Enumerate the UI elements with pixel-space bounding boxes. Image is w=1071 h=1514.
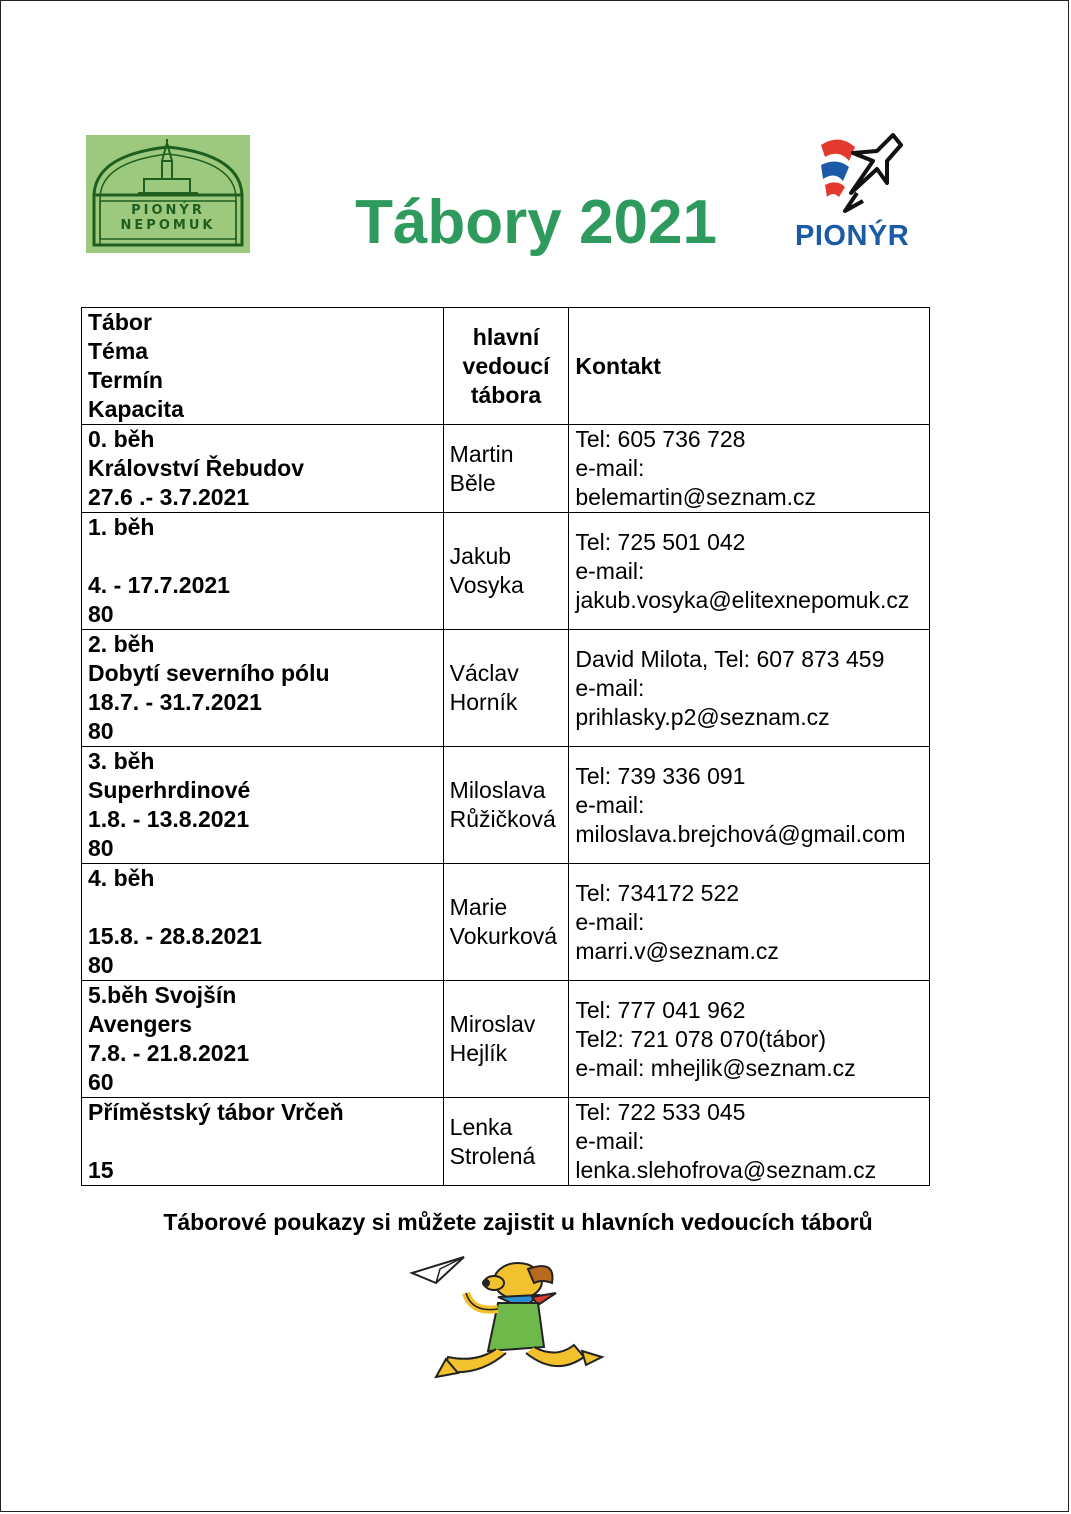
logo-nepomuk-line1: PIONÝR — [131, 203, 205, 218]
contact-line: e-mail: — [575, 557, 645, 584]
contact-line: Tel: 725 501 042 — [575, 528, 746, 555]
leader-line: Vokurková — [449, 923, 558, 949]
table-row — [82, 747, 930, 864]
camp-line: Království Řebudov — [88, 455, 304, 481]
camp-line: 4. - 17.7.2021 — [88, 572, 230, 598]
contact-cell — [569, 747, 930, 864]
leader-line: Marie — [449, 894, 508, 920]
contact-line: miloslava.brejchová@gmail.com — [575, 820, 906, 847]
header-leader — [443, 308, 569, 425]
header-leader-line: vedoucí — [462, 352, 550, 379]
table-row — [82, 864, 930, 981]
table-row — [82, 425, 930, 513]
camp-line: 60 — [88, 1069, 114, 1095]
leader-cell — [443, 1098, 569, 1186]
contact-line: Tel: 734172 522 — [575, 879, 740, 906]
contact-line: e-mail: — [575, 791, 645, 818]
contact-cell — [569, 630, 930, 747]
dog-mascot-illustration — [406, 1253, 606, 1385]
contact-cell — [569, 425, 930, 513]
contact-cell — [569, 513, 930, 630]
leader-cell — [443, 864, 569, 981]
camp-line — [88, 542, 437, 571]
camp-line: 15.8. - 28.8.2021 — [88, 923, 262, 949]
camp-line: Příměstský tábor Vrčeň — [88, 1099, 344, 1125]
leader-cell — [443, 981, 569, 1098]
contact-line: e-mail: mhejlik@seznam.cz — [575, 1054, 856, 1081]
header-leader-line: hlavní — [472, 323, 540, 350]
camp-line: 0. běh — [88, 426, 155, 452]
camp-cell — [82, 864, 444, 981]
table-row — [82, 981, 930, 1098]
header-camp-line: Kapacita — [88, 396, 184, 422]
camps-table — [81, 307, 930, 1186]
camp-cell — [82, 1098, 444, 1186]
table-header-row — [82, 308, 930, 425]
contact-line: David Milota, Tel: 607 873 459 — [575, 645, 885, 672]
header-camp-line: Termín — [88, 367, 163, 393]
leader-line: Miloslava — [449, 777, 546, 803]
leader-line: Hejlík — [449, 1040, 508, 1066]
table-row — [82, 513, 930, 630]
leader-line: Běle — [449, 469, 496, 496]
camp-cell — [82, 425, 444, 513]
pionyr-nepomuk-logo — [86, 135, 250, 253]
contact-line: belemartin@seznam.cz — [575, 484, 817, 510]
contact-line: e-mail: — [575, 1128, 645, 1154]
leader-line: Martin — [449, 440, 514, 467]
camp-line: 80 — [88, 952, 114, 978]
camp-line: 1. běh — [88, 514, 155, 540]
table-row — [82, 1098, 930, 1186]
logo-nepomuk-text — [86, 203, 250, 233]
contact-line: Tel: 777 041 962 — [575, 996, 746, 1023]
header-contact: Kontakt — [569, 308, 930, 425]
leader-line: Václav — [449, 660, 519, 686]
camp-line: 80 — [88, 601, 114, 627]
contact-line: Tel: 722 533 045 — [575, 1099, 746, 1125]
header-camp — [82, 308, 444, 425]
logo-nepomuk-line2: NEPOMUK — [120, 218, 216, 233]
table-row — [82, 630, 930, 747]
header-camp-line: Tábor — [88, 309, 152, 335]
header-leader-line: tábora — [470, 381, 542, 408]
contact-line: e-mail: — [575, 455, 645, 481]
pionyr-wordmark: PIONÝR — [795, 220, 910, 252]
contact-cell — [569, 1098, 930, 1186]
leader-line: Strolená — [449, 1142, 536, 1169]
camp-cell — [82, 981, 444, 1098]
camp-cell — [82, 630, 444, 747]
contact-cell — [569, 981, 930, 1098]
leader-line: Růžičková — [449, 806, 556, 832]
contact-line: lenka.slehofrova@seznam.cz — [575, 1157, 877, 1183]
camp-line: 3. běh — [88, 748, 155, 774]
camp-line: 5.běh Svojšín — [88, 982, 237, 1008]
contact-line: marri.v@seznam.cz — [575, 937, 779, 964]
camp-line: Superhrdinové — [88, 777, 251, 803]
camp-line: 4. běh — [88, 865, 155, 891]
leader-line: Jakub — [449, 543, 512, 569]
camp-line: Dobytí severního pólu — [88, 660, 330, 686]
camp-line: 27.6 .- 3.7.2021 — [88, 484, 250, 510]
camp-line: 18.7. - 31.7.2021 — [88, 689, 262, 715]
contact-line: Tel: 605 736 728 — [575, 426, 746, 452]
contact-line: jakub.vosyka@elitexnepomuk.cz — [575, 586, 910, 613]
contact-line: Tel: 739 336 091 — [575, 762, 746, 789]
leader-cell — [443, 630, 569, 747]
leader-line: Miroslav — [449, 1011, 536, 1037]
voucher-note: Táborové poukazy si můžete zajistit u hlavních vedoucích táborů — [163, 1209, 873, 1235]
camp-cell — [82, 513, 444, 630]
leader-line: Vosyka — [449, 572, 524, 598]
camp-line: Avengers — [88, 1011, 192, 1037]
leader-cell — [443, 747, 569, 864]
camp-line: 80 — [88, 835, 114, 861]
camp-line: 7.8. - 21.8.2021 — [88, 1040, 250, 1066]
camp-line: 2. běh — [88, 631, 155, 657]
contact-line: prihlasky.p2@seznam.cz — [575, 703, 830, 730]
contact-cell — [569, 864, 930, 981]
camp-line: 80 — [88, 718, 114, 744]
header-camp-line: Téma — [88, 338, 149, 364]
leader-line: Lenka — [449, 1113, 513, 1140]
camp-line: 1.8. - 13.8.2021 — [88, 806, 250, 832]
pionyr-bird-icon — [791, 131, 921, 221]
pionyr-logo — [791, 131, 921, 256]
leader-line: Horník — [449, 689, 518, 715]
page-title: Tábory 2021 — [355, 188, 717, 257]
leader-cell — [443, 513, 569, 630]
camp-line — [88, 893, 437, 922]
camp-line: 15 — [88, 1157, 114, 1183]
contact-line: e-mail: — [575, 674, 645, 701]
contact-line: e-mail: — [575, 908, 645, 935]
camp-line — [88, 1127, 437, 1156]
camp-cell — [82, 747, 444, 864]
contact-line: Tel2: 721 078 070(tábor) — [575, 1025, 826, 1052]
leader-cell — [443, 425, 569, 513]
